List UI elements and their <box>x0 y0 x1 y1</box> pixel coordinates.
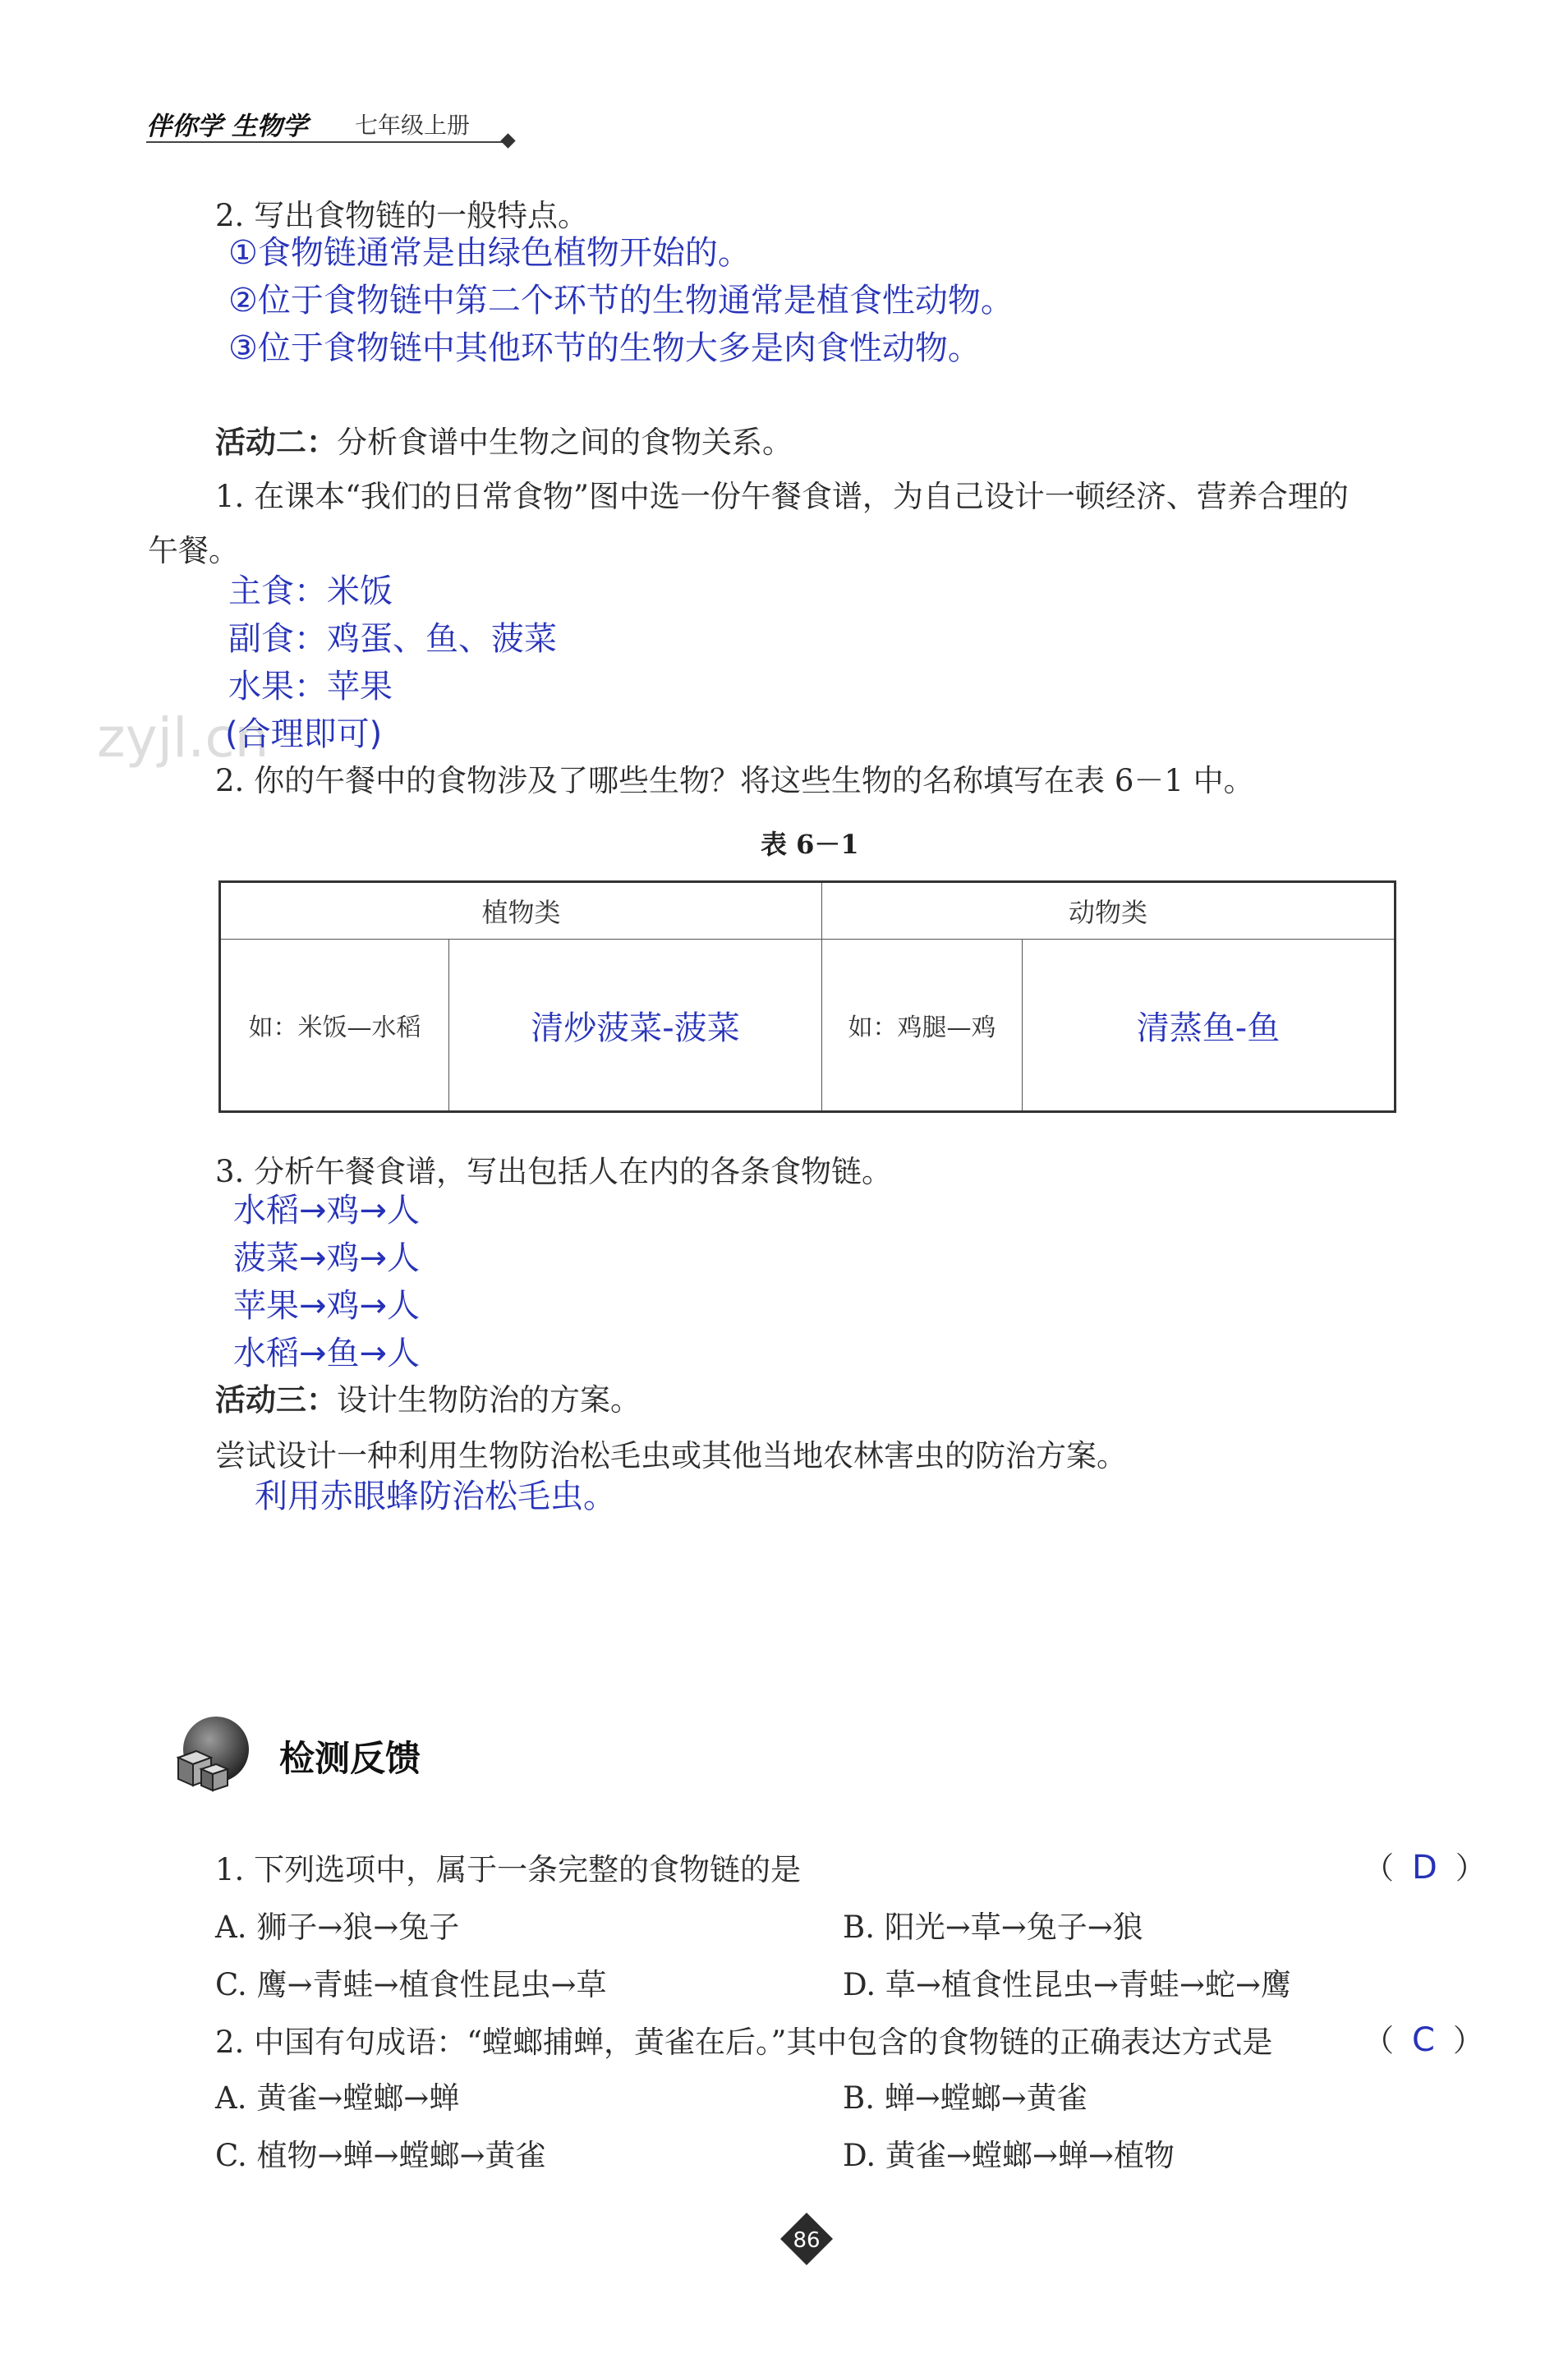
page-number-badge <box>779 2211 835 2267</box>
feedback-q1-option-a: A. 狮子→狼→兔子 <box>215 1910 460 1945</box>
q2-question: 2. 写出食物链的一般特点。 <box>215 198 589 233</box>
header-subtitle: 七年级上册 <box>355 112 471 139</box>
activity3-heading <box>215 1375 641 1419</box>
header-diamond-icon <box>500 133 515 148</box>
table-caption: 表 6－1 <box>761 829 859 860</box>
q2-answer-2: ②位于食物链中第二个环节的生物通常是植食性动物。 <box>228 282 1014 319</box>
table-plant-answer: 清炒菠菜-菠菜 <box>449 940 822 1112</box>
header-rule <box>146 141 508 143</box>
lunch-fruit: 水果：苹果 <box>228 668 393 706</box>
lunch-side: 副食：鸡蛋、鱼、菠菜 <box>228 620 557 658</box>
activity2-title: 活动二： <box>215 424 337 460</box>
activity2-heading <box>215 417 793 462</box>
table-animal-example: 如：鸡腿—鸡 <box>822 940 1023 1112</box>
feedback-q2-bracket-close: ） <box>1452 2023 1483 2058</box>
feedback-q1-option-c: C. 鹰→青蛙→植食性昆虫→草 <box>215 1967 607 2002</box>
activity3-title-rest: 设计生物防治的方案。 <box>337 1382 641 1418</box>
food-chain-3: 苹果→鸡→人 <box>233 1287 421 1325</box>
activity3-answer: 利用赤眼蜂防治松毛虫。 <box>255 1478 616 1515</box>
feedback-q1-answer-bracket <box>1363 1843 1486 1887</box>
feedback-q2-answer: C <box>1412 2021 1435 2059</box>
feedback-q2-option-d: D. 黄雀→螳螂→蝉→植物 <box>843 2138 1175 2173</box>
food-chain-4: 水稻→鱼→人 <box>233 1335 421 1372</box>
activity2-q3: 3. 分析午餐食谱，写出包括人在内的各条食物链。 <box>215 1154 893 1189</box>
activity3-title: 活动三： <box>215 1381 337 1418</box>
feedback-q2-option-b: B. 蝉→螳螂→黄雀 <box>843 2080 1087 2116</box>
q2-answer-3: ③位于食物链中其他环节的生物大多是肉食性动物。 <box>228 329 981 367</box>
page-number: 86 <box>793 2228 821 2253</box>
activity2-title-rest: 分析食谱中生物之间的食物关系。 <box>337 425 793 460</box>
table-animal-answer: 清蒸鱼-鱼 <box>1023 940 1396 1112</box>
table-header-animals: 动物类 <box>822 882 1396 940</box>
feedback-q1-answer: D <box>1412 1849 1437 1887</box>
organism-table <box>218 880 1396 1113</box>
feedback-q2-answer-bracket <box>1363 2016 1483 2060</box>
activity2-q1-line2: 午餐。 <box>148 533 239 568</box>
feedback-q2-option-a: A. 黄雀→螳螂→蝉 <box>215 2080 460 2116</box>
feedback-q1-option-d: D. 草→植食性昆虫→青蛙→蛇→鹰 <box>843 1967 1291 2002</box>
activity3-prompt: 尝试设计一种利用生物防治松毛虫或其他当地农林害虫的防治方案。 <box>215 1438 1127 1473</box>
feedback-q2-bracket-open: （ <box>1363 2023 1394 2058</box>
table-plant-example: 如：米饭—水稻 <box>220 940 449 1112</box>
lunch-note: (合理即可) <box>225 715 383 753</box>
feedback-q1-bracket-open: （ <box>1363 1850 1394 1886</box>
section-cube-icon <box>168 1710 255 1796</box>
table-header-plants: 植物类 <box>220 882 822 940</box>
feedback-q1-option-b: B. 阳光→草→兔子→狼 <box>843 1910 1143 1945</box>
watermark: zyjl.cn <box>97 706 269 770</box>
q2-answer-1: ①食物链通常是由绿色植物开始的。 <box>228 234 751 272</box>
feedback-q2-stem: 2. 中国有句成语：“螳螂捕蝉，黄雀在后。”其中包含的食物链的正确表达方式是 <box>215 2025 1273 2060</box>
feedback-q1-stem: 1. 下列选项中，属于一条完整的食物链的是 <box>215 1852 802 1887</box>
header-title: 伴你学 生物学 <box>146 112 308 141</box>
food-chain-1: 水稻→鸡→人 <box>233 1192 421 1230</box>
section-title: 检测反馈 <box>279 1739 421 1780</box>
feedback-q1-bracket-close: ） <box>1455 1850 1486 1886</box>
activity2-q1-line1: 1. 在课本“我们的日常食物”图中选一份午餐食谱，为自己设计一顿经济、营养合理的 <box>215 479 1349 514</box>
lunch-staple: 主食：米饭 <box>228 572 393 610</box>
food-chain-2: 菠菜→鸡→人 <box>233 1239 421 1277</box>
feedback-q2-option-c: C. 植物→蝉→螳螂→黄雀 <box>215 2138 546 2173</box>
activity2-q2: 2. 你的午餐中的食物涉及了哪些生物？将这些生物的名称填写在表 6－1 中。 <box>215 763 1254 798</box>
